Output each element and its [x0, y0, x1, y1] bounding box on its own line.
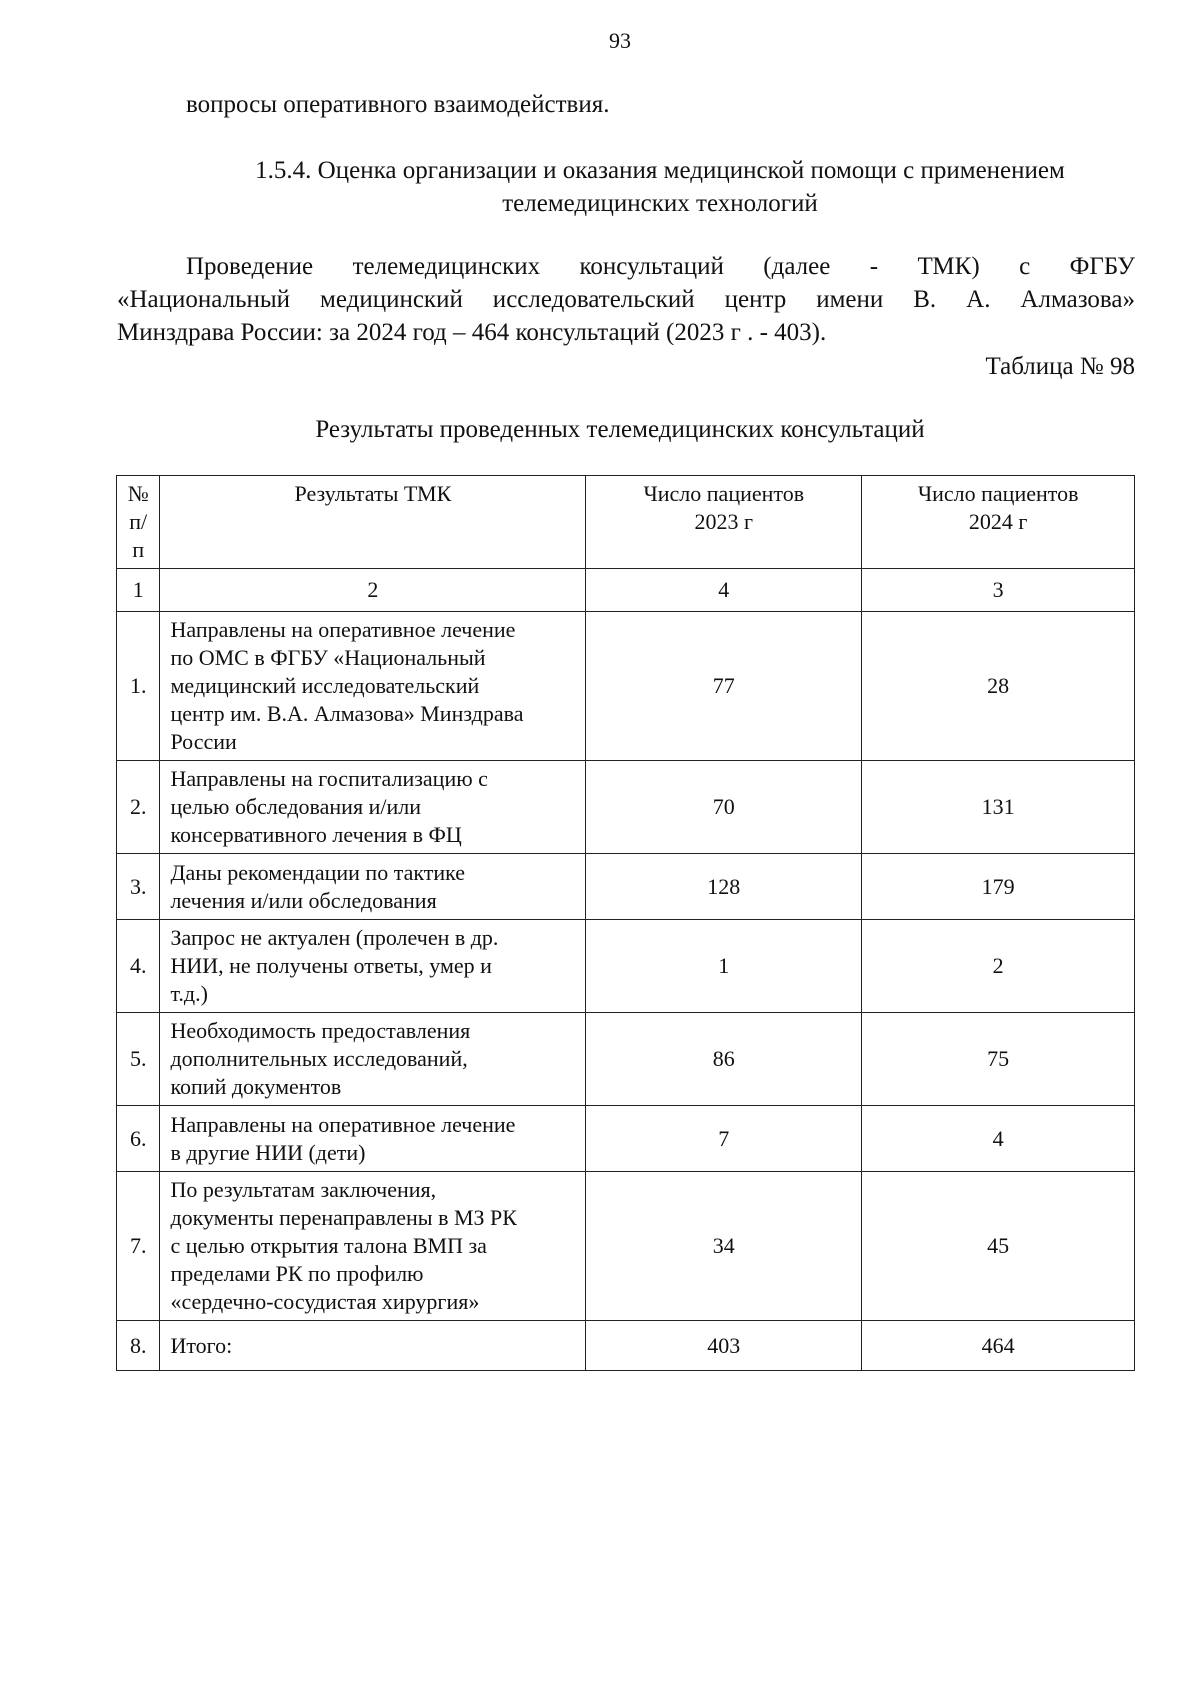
- index-cell: 1: [117, 569, 160, 612]
- row-number: 2.: [117, 761, 160, 854]
- table-label: Таблица № 98: [985, 353, 1135, 380]
- page-number: 93: [609, 28, 631, 53]
- row-value-2024: 179: [862, 854, 1135, 920]
- row-result-line: Направлены на оперативное лечение: [170, 617, 516, 642]
- header-2023: [586, 476, 862, 569]
- table-row: [117, 1013, 1135, 1106]
- index-cell: 4: [586, 569, 862, 612]
- header-num-line1: №: [127, 481, 149, 506]
- paragraph-line2: «Национальный медицинский исследовательский центр имени В. А. Алмазова»: [117, 286, 1135, 313]
- row-result-line: лечения и/или обследования: [170, 887, 437, 913]
- header-num: [117, 476, 160, 569]
- header-2024-line1: Число пациентов: [917, 481, 1079, 506]
- table-row: [117, 612, 1135, 761]
- row-value-2023: 128: [586, 854, 862, 920]
- table-title: Результаты проведенных телемедицинских консультаций: [315, 416, 925, 443]
- row-result: [160, 612, 586, 761]
- row-result: [160, 761, 586, 854]
- row-result-line: Итого:: [170, 1332, 233, 1358]
- results-table: [116, 475, 1135, 1371]
- row-result-line: дополнительных исследований,: [170, 1046, 468, 1071]
- table-row: [117, 1172, 1135, 1321]
- row-result-line: Направлены на оперативное лечение: [170, 1111, 516, 1137]
- row-result-line: Необходимость предоставления: [170, 1018, 471, 1043]
- row-result-line: «сердечно-сосудистая хирургия»: [170, 1289, 480, 1314]
- row-value-2023: 1: [586, 920, 862, 1013]
- row-value-2024: 28: [862, 612, 1135, 761]
- row-number: 1.: [117, 612, 160, 761]
- row-value-2023: 403: [586, 1321, 862, 1371]
- row-result-line: России: [170, 729, 237, 754]
- row-result-line: Даны рекомендации по тактике: [170, 859, 466, 885]
- row-result-line: Направлены на госпитализацию с: [170, 766, 488, 791]
- row-number: 7.: [117, 1172, 160, 1321]
- row-number: 3.: [117, 854, 160, 920]
- row-result: [160, 1321, 586, 1371]
- row-number: 5.: [117, 1013, 160, 1106]
- paragraph-line1: Проведение телемедицинских консультаций (далее - ТМК) с ФГБУ: [186, 253, 1135, 280]
- row-value-2024: 45: [862, 1172, 1135, 1321]
- row-result-line: целью обследования и/или: [170, 794, 421, 819]
- index-cell: 2: [160, 569, 586, 612]
- row-value-2023: 77: [586, 612, 862, 761]
- row-value-2024: 75: [862, 1013, 1135, 1106]
- header-2023-line2: 2023 г: [694, 509, 754, 534]
- row-value-2023: 86: [586, 1013, 862, 1106]
- table-index-row: [117, 569, 1135, 612]
- table-row: [117, 1321, 1135, 1371]
- section-heading-line1: 1.5.4. Оценка организации и оказания медицинской помощи с применением: [255, 157, 1065, 184]
- row-result-line: консервативного лечения в ФЦ: [170, 822, 462, 847]
- row-result-line: т.д.): [170, 981, 208, 1006]
- intro-line: вопросы оперативного взаимодействия.: [186, 91, 610, 118]
- table-row: [117, 920, 1135, 1013]
- header-2024-line2: 2024 г: [968, 509, 1028, 534]
- row-value-2023: 7: [586, 1106, 862, 1172]
- index-cell: 3: [862, 569, 1135, 612]
- row-result: [160, 1106, 586, 1172]
- row-result-line: НИИ, не получены ответы, умер и: [170, 953, 492, 978]
- row-result-line: медицинский исследовательский: [170, 673, 480, 698]
- row-result-line: по ОМС в ФГБУ «Национальный: [170, 645, 486, 670]
- table-row: [117, 761, 1135, 854]
- row-result-line: центр им. В.А. Алмазова» Минздрава: [170, 701, 524, 726]
- row-result: [160, 920, 586, 1013]
- row-number: 8.: [117, 1321, 160, 1371]
- row-result-line: с целью открытия талона ВМП за: [170, 1233, 487, 1258]
- row-number: 6.: [117, 1106, 160, 1172]
- row-result-line: документы перенаправлены в МЗ РК: [170, 1205, 517, 1230]
- row-result-line: копий документов: [170, 1074, 342, 1099]
- header-2023-line1: Число пациентов: [643, 481, 805, 506]
- header-num-line2: п/п: [129, 509, 148, 562]
- table-row: [117, 1106, 1135, 1172]
- row-result-line: пределами РК по профилю: [170, 1261, 424, 1286]
- row-number: 4.: [117, 920, 160, 1013]
- row-result: [160, 854, 586, 920]
- row-result-line: в другие НИИ (дети): [170, 1139, 366, 1165]
- row-result: [160, 1172, 586, 1321]
- row-result-line: Запрос не актуален (пролечен в др.: [170, 925, 499, 950]
- section-heading: [195, 154, 1125, 220]
- header-2024: [862, 476, 1135, 569]
- header-result-text: Результаты ТМК: [294, 481, 452, 506]
- row-value-2024: 2: [862, 920, 1135, 1013]
- row-value-2024: 131: [862, 761, 1135, 854]
- row-value-2024: 464: [862, 1321, 1135, 1371]
- section-heading-line2: телемедицинских технологий: [502, 190, 818, 217]
- table-row: [117, 854, 1135, 920]
- row-result-line: По результатам заключения,: [170, 1177, 437, 1202]
- paragraph-line3: Минздрава России: за 2024 год – 464 консультаций (2023 г . - 403).: [117, 319, 827, 346]
- row-value-2024: 4: [862, 1106, 1135, 1172]
- row-value-2023: 34: [586, 1172, 862, 1321]
- row-value-2023: 70: [586, 761, 862, 854]
- header-result: [160, 476, 586, 569]
- table-header-row: [117, 476, 1135, 569]
- row-result: [160, 1013, 586, 1106]
